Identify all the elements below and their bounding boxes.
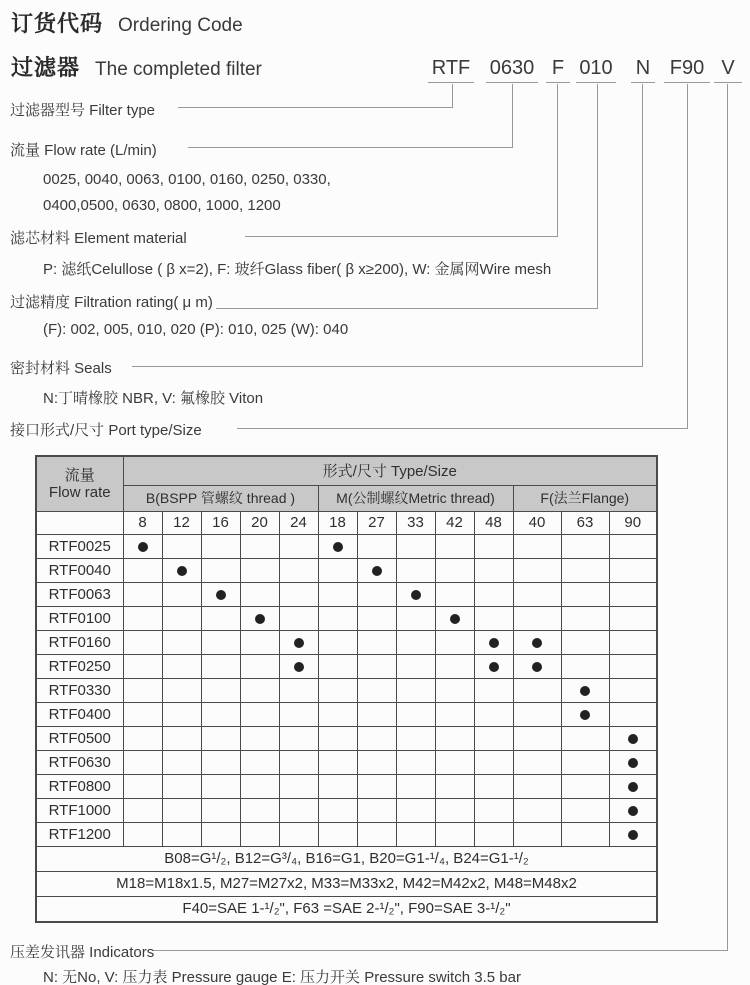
availability-cell (561, 630, 609, 654)
availability-cell (162, 750, 201, 774)
size-col-header: 42 (435, 511, 474, 534)
availability-cell (561, 798, 609, 822)
availability-cell (279, 558, 318, 582)
table-row (36, 582, 657, 606)
availability-dot (216, 590, 226, 600)
availability-dot (411, 590, 421, 600)
availability-cell (513, 606, 561, 630)
label-element-material: 滤芯材料 Element material (10, 230, 187, 247)
availability-cell (435, 774, 474, 798)
availability-cell (609, 822, 657, 846)
availability-cell (279, 582, 318, 606)
availability-cell (513, 726, 561, 750)
availability-cell (609, 558, 657, 582)
size-col-header: 27 (357, 511, 396, 534)
availability-cell (609, 702, 657, 726)
note-row (36, 846, 657, 871)
availability-cell (474, 750, 513, 774)
availability-cell (123, 702, 162, 726)
availability-cell (240, 774, 279, 798)
page-title (11, 7, 243, 38)
label-seals: 密封材料 Seals (10, 360, 112, 377)
availability-cell (357, 702, 396, 726)
availability-cell (240, 750, 279, 774)
availability-cell (435, 606, 474, 630)
code-filter-type: RTF (428, 56, 474, 83)
availability-cell (357, 750, 396, 774)
availability-cell (396, 534, 435, 558)
availability-cell (318, 630, 357, 654)
availability-cell (561, 702, 609, 726)
availability-cell (201, 774, 240, 798)
availability-cell (561, 822, 609, 846)
availability-cell (162, 726, 201, 750)
availability-cell (396, 822, 435, 846)
availability-cell (123, 582, 162, 606)
availability-cell (561, 750, 609, 774)
availability-dot (177, 566, 187, 576)
availability-cell (279, 534, 318, 558)
availability-cell (435, 558, 474, 582)
availability-cell (396, 558, 435, 582)
table-row (36, 654, 657, 678)
availability-cell (513, 750, 561, 774)
availability-cell (318, 750, 357, 774)
table-row (36, 678, 657, 702)
corner-label-zh: 流量 (64, 466, 95, 484)
availability-cell (201, 702, 240, 726)
availability-cell (162, 654, 201, 678)
availability-cell (513, 558, 561, 582)
availability-cell (435, 582, 474, 606)
availability-cell (318, 558, 357, 582)
connector-filter-type (178, 84, 453, 108)
model-cell: RTF0800 (36, 774, 123, 798)
availability-cell (561, 726, 609, 750)
availability-cell (240, 582, 279, 606)
availability-cell (609, 606, 657, 630)
availability-dot (138, 542, 148, 552)
group-header-flange: F(法兰Flange) (513, 485, 657, 511)
availability-cell (318, 534, 357, 558)
availability-dot (372, 566, 382, 576)
model-cell: RTF0040 (36, 558, 123, 582)
availability-cell (474, 630, 513, 654)
availability-cell (609, 654, 657, 678)
availability-cell (279, 654, 318, 678)
size-col-header: 63 (561, 511, 609, 534)
table-row (36, 822, 657, 846)
availability-cell (123, 822, 162, 846)
availability-cell (513, 534, 561, 558)
availability-cell (279, 630, 318, 654)
availability-cell (201, 678, 240, 702)
availability-dot (628, 782, 638, 792)
availability-cell (396, 654, 435, 678)
sizes-row-empty-cell (36, 511, 123, 534)
availability-cell (201, 798, 240, 822)
model-cell: RTF0400 (36, 702, 123, 726)
availability-cell (201, 630, 240, 654)
availability-cell (240, 534, 279, 558)
availability-cell (123, 606, 162, 630)
availability-cell (162, 822, 201, 846)
code-port: F90 (664, 56, 710, 83)
model-cell: RTF0630 (36, 750, 123, 774)
size-col-header: 18 (318, 511, 357, 534)
availability-cell (435, 822, 474, 846)
availability-cell (201, 558, 240, 582)
availability-cell (435, 630, 474, 654)
flow-rate-values-line2: 0400,0500, 0630, 0800, 1000, 1200 (43, 197, 281, 214)
size-col-header: 33 (396, 511, 435, 534)
availability-cell (279, 678, 318, 702)
table-row (36, 606, 657, 630)
availability-cell (123, 534, 162, 558)
code-indicator: V (714, 56, 742, 83)
availability-cell (435, 750, 474, 774)
availability-cell (474, 774, 513, 798)
note-cell: M18=M18x1.5, M27=M27x2, M33=M33x2, M42=M42x2, M48=M48x2 (36, 871, 657, 896)
element-material-options: P: 滤纸Celullose ( β x=2), F: 玻纤Glass fiber( β x≥200), W: 金属网Wire mesh (43, 261, 552, 278)
availability-cell (318, 822, 357, 846)
note-cell: B08=G¹/₂, B12=G³/₄, B16=G1, B20=G1-¹/₄, B24=G1-¹/₂ (36, 846, 657, 871)
table-row (36, 726, 657, 750)
availability-cell (609, 750, 657, 774)
availability-cell (474, 822, 513, 846)
availability-dot (489, 638, 499, 648)
model-cell: RTF1200 (36, 822, 123, 846)
table-row (36, 534, 657, 558)
availability-cell (318, 726, 357, 750)
availability-cell (357, 630, 396, 654)
availability-cell (201, 750, 240, 774)
size-col-header: 20 (240, 511, 279, 534)
availability-cell (396, 726, 435, 750)
availability-cell (435, 798, 474, 822)
availability-cell (240, 702, 279, 726)
availability-cell (162, 534, 201, 558)
availability-cell (561, 534, 609, 558)
table-row (36, 798, 657, 822)
availability-cell (561, 558, 609, 582)
subtitle-zh: 过滤器 (11, 55, 81, 80)
table-row (36, 750, 657, 774)
filtration-rating-options: (F): 002, 005, 010, 020 (P): 010, 025 (W): 040 (43, 321, 349, 338)
availability-cell (162, 558, 201, 582)
availability-cell (357, 678, 396, 702)
model-cell: RTF0160 (36, 630, 123, 654)
table-row (36, 558, 657, 582)
note-cell: F40=SAE 1-¹/₂", F63 =SAE 2-¹/₂", F90=SAE 3-¹/₂" (36, 896, 657, 922)
availability-cell (240, 630, 279, 654)
availability-cell (162, 582, 201, 606)
availability-cell (279, 774, 318, 798)
model-cell: RTF0063 (36, 582, 123, 606)
availability-dot (333, 542, 343, 552)
availability-cell (474, 558, 513, 582)
availability-cell (513, 630, 561, 654)
code-element-material: F (546, 56, 570, 83)
availability-cell (609, 726, 657, 750)
table-row (36, 702, 657, 726)
availability-cell (513, 582, 561, 606)
model-cell: RTF0500 (36, 726, 123, 750)
availability-cell (435, 702, 474, 726)
availability-cell (609, 678, 657, 702)
availability-cell (357, 798, 396, 822)
availability-cell (279, 702, 318, 726)
availability-cell (279, 606, 318, 630)
table-body (36, 534, 657, 922)
availability-dot (628, 734, 638, 744)
availability-cell (279, 822, 318, 846)
availability-cell (396, 798, 435, 822)
availability-cell (240, 654, 279, 678)
availability-cell (435, 654, 474, 678)
availability-cell (318, 678, 357, 702)
availability-cell (609, 774, 657, 798)
availability-cell (318, 606, 357, 630)
availability-cell (396, 606, 435, 630)
availability-cell (123, 750, 162, 774)
availability-dot (489, 662, 499, 672)
availability-cell (201, 582, 240, 606)
availability-cell (357, 534, 396, 558)
availability-cell (357, 726, 396, 750)
availability-cell (279, 726, 318, 750)
availability-cell (474, 654, 513, 678)
availability-cell (609, 630, 657, 654)
availability-cell (123, 774, 162, 798)
label-indicators: 压差发讯器 Indicators (10, 944, 155, 961)
availability-cell (201, 654, 240, 678)
connector-flow-rate (188, 84, 513, 148)
group-header-bspp: B(BSPP 管螺纹 thread ) (123, 485, 318, 511)
availability-cell (318, 582, 357, 606)
availability-cell (357, 654, 396, 678)
availability-cell (279, 750, 318, 774)
connector-port (237, 84, 688, 429)
availability-dot (255, 614, 265, 624)
availability-cell (201, 726, 240, 750)
availability-dot (450, 614, 460, 624)
subtitle-en: The completed filter (95, 59, 262, 80)
type-size-header-cell: 形式/尺寸 Type/Size (123, 456, 657, 485)
availability-cell (513, 798, 561, 822)
label-port-type-size: 接口形式/尺寸 Port type/Size (10, 422, 202, 439)
size-col-header: 16 (201, 511, 240, 534)
model-cell: RTF0330 (36, 678, 123, 702)
availability-cell (201, 822, 240, 846)
availability-dot (532, 638, 542, 648)
availability-cell (123, 726, 162, 750)
size-col-header: 8 (123, 511, 162, 534)
group-header-metric: M(公制螺纹Metric thread) (318, 485, 513, 511)
availability-cell (561, 582, 609, 606)
flow-rate-corner-cell (36, 456, 123, 511)
availability-cell (240, 606, 279, 630)
availability-cell (318, 798, 357, 822)
model-cell: RTF0100 (36, 606, 123, 630)
availability-cell (162, 630, 201, 654)
availability-cell (240, 822, 279, 846)
availability-cell (201, 534, 240, 558)
code-seals: N (631, 56, 655, 83)
availability-dot (294, 662, 304, 672)
table-sizes-row (36, 511, 657, 534)
model-cell: RTF0025 (36, 534, 123, 558)
section-subtitle (11, 51, 262, 82)
availability-cell (474, 726, 513, 750)
availability-cell (513, 822, 561, 846)
availability-cell (240, 558, 279, 582)
availability-cell (123, 678, 162, 702)
availability-cell (513, 774, 561, 798)
availability-cell (513, 678, 561, 702)
availability-cell (474, 534, 513, 558)
availability-cell (513, 702, 561, 726)
availability-cell (435, 726, 474, 750)
availability-cell (201, 606, 240, 630)
availability-dot (580, 710, 590, 720)
note-row (36, 871, 657, 896)
availability-cell (240, 678, 279, 702)
size-col-header: 40 (513, 511, 561, 534)
availability-cell (435, 678, 474, 702)
availability-cell (474, 678, 513, 702)
availability-dot (294, 638, 304, 648)
availability-dot (628, 758, 638, 768)
code-filtration-rating: 010 (576, 56, 616, 83)
availability-cell (609, 582, 657, 606)
availability-cell (561, 654, 609, 678)
corner-label-en: Flow rate (48, 483, 111, 501)
availability-cell (318, 654, 357, 678)
size-col-header: 24 (279, 511, 318, 534)
availability-cell (123, 654, 162, 678)
label-filter-type: 过滤器型号 Filter type (10, 102, 156, 119)
availability-cell (123, 558, 162, 582)
availability-cell (396, 774, 435, 798)
model-cell: RTF1000 (36, 798, 123, 822)
availability-cell (474, 606, 513, 630)
port-size-table (35, 455, 658, 923)
availability-cell (435, 534, 474, 558)
page-title-zh: 订货代码 (11, 11, 104, 36)
seals-options: N:丁晴橡胶 NBR, V: 氟橡胶 Viton (43, 390, 264, 407)
connector-element-material (245, 84, 558, 237)
note-row (36, 896, 657, 922)
page-title-en: Ordering Code (118, 15, 243, 36)
table-row (36, 774, 657, 798)
availability-cell (162, 678, 201, 702)
availability-cell (357, 774, 396, 798)
availability-cell (474, 702, 513, 726)
availability-cell (609, 798, 657, 822)
availability-cell (162, 702, 201, 726)
availability-cell (357, 558, 396, 582)
availability-cell (474, 582, 513, 606)
availability-cell (162, 606, 201, 630)
availability-cell (357, 582, 396, 606)
availability-dot (628, 830, 638, 840)
availability-cell (240, 798, 279, 822)
availability-cell (561, 678, 609, 702)
size-col-header: 90 (609, 511, 657, 534)
code-flow-rate: 0630 (486, 56, 538, 83)
availability-dot (580, 686, 590, 696)
indicator-options: N: 无No, V: 压力表 Pressure gauge E: 压力开关 Pressure switch 3.5 bar (43, 969, 521, 985)
availability-cell (474, 798, 513, 822)
availability-cell (318, 774, 357, 798)
availability-cell (396, 678, 435, 702)
availability-cell (609, 534, 657, 558)
label-flow-rate: 流量 Flow rate (L/min) (10, 142, 157, 159)
availability-cell (357, 822, 396, 846)
availability-cell (162, 798, 201, 822)
availability-cell (561, 606, 609, 630)
availability-cell (396, 702, 435, 726)
label-filtration-rating: 过滤精度 Filtration rating( μ m) (10, 294, 213, 311)
availability-cell (318, 702, 357, 726)
availability-cell (396, 630, 435, 654)
availability-cell (561, 774, 609, 798)
availability-cell (162, 774, 201, 798)
model-cell: RTF0250 (36, 654, 123, 678)
size-col-header: 48 (474, 511, 513, 534)
availability-cell (357, 606, 396, 630)
availability-cell (396, 750, 435, 774)
availability-cell (240, 726, 279, 750)
availability-cell (123, 630, 162, 654)
size-col-header: 12 (162, 511, 201, 534)
flow-rate-values-line1: 0025, 0040, 0063, 0100, 0160, 0250, 0330, (43, 171, 331, 188)
table-row (36, 630, 657, 654)
availability-dot (628, 806, 638, 816)
availability-cell (513, 654, 561, 678)
availability-cell (123, 798, 162, 822)
availability-cell (279, 798, 318, 822)
availability-cell (396, 582, 435, 606)
availability-dot (532, 662, 542, 672)
